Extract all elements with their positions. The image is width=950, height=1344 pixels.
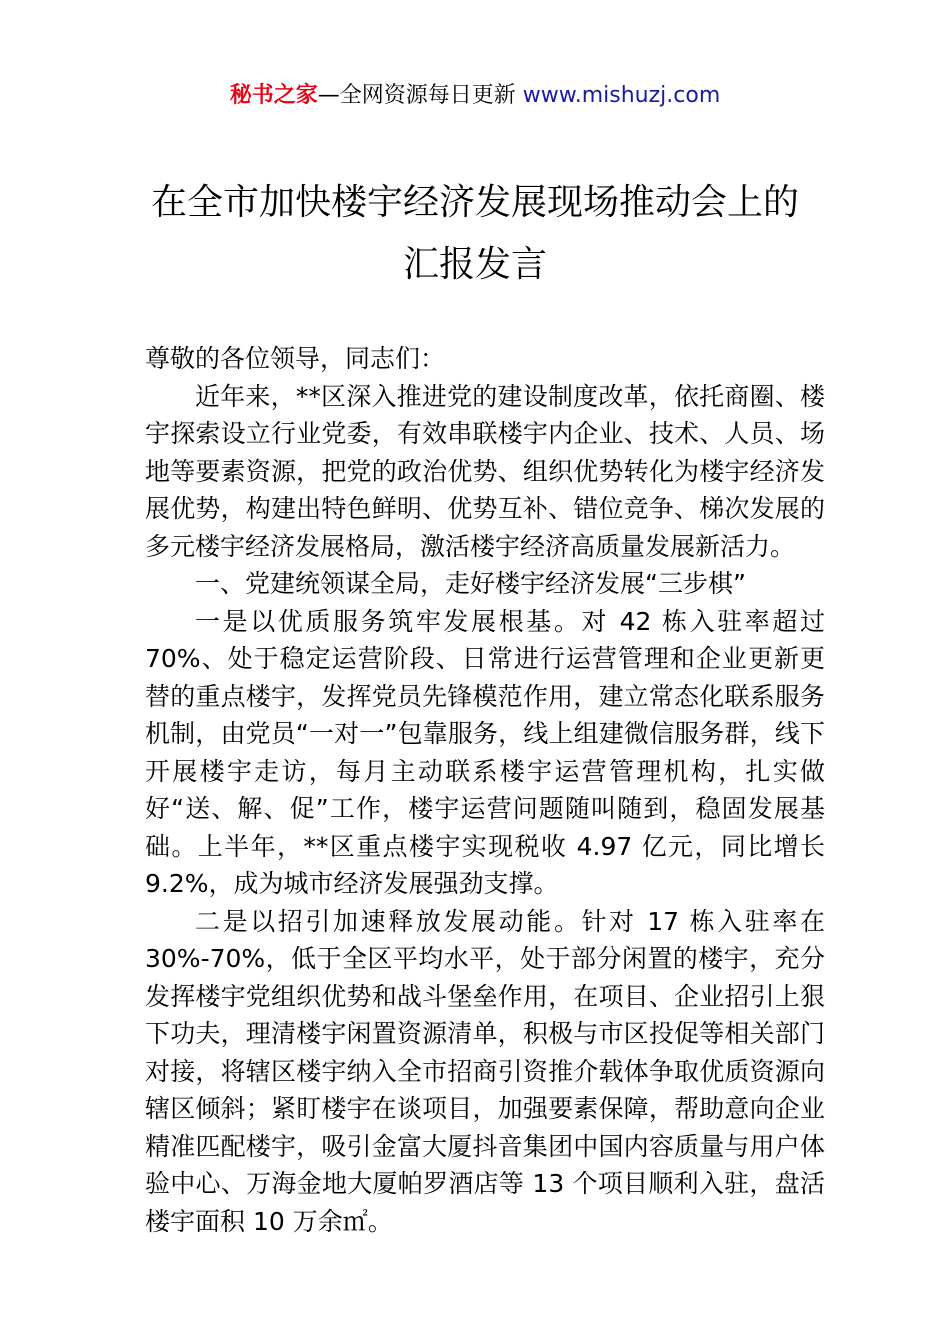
site-tagline: —全网资源每日更新 [317, 83, 523, 108]
salutation: 尊敬的各位领导，同志们： [145, 344, 446, 373]
paragraph-intro: 近年来，**区深入推进党的建设制度改革，依托商圈、楼宇探索设立行业党委，有效串联楼宇内企业、技术、人员、场地等要素资源，把党的政治优势、组织优势转化为楼宇经济发展优势，构建出特色鲜明、优势互补、错位竞争、梯次发展的多元楼宇经济发展格局，激活楼宇经济高质量发展新活力。 [145, 381, 825, 561]
site-url-link[interactable]: www.mishuzj.com [522, 83, 721, 108]
paragraph-service: 一是以优质服务筑牢发展根基。对 42 栋入驻率超过 70%、处于稳定运营阶段、日常进行运营管理和企业更新更替的重点楼宇，发挥党员先锋模范作用，建立常态化联系服务机制，由党员“一对一”包靠服务，线上组建微信服务群，线下开展楼宇走访，每月主动联系楼宇运营管理机构，扎实做好“送、解、促”工作，楼宇运营问题随叫随到，稳固发展基础。上半年，**区重点楼宇实现税收 4.97 亿元，同比增长 9.2%，成为城市经济发展强劲支撑。 [145, 606, 825, 898]
document-title-line-2: 汇报发言 [402, 244, 547, 285]
section-heading-1: 一、党建统领谋全局，走好楼宇经济发展“三步棋” [195, 569, 746, 598]
document-body [145, 340, 825, 1240]
paragraph-investment: 二是以招引加速释放发展动能。针对 17 栋入驻率在 30%-70%，低于全区平均水平，处于部分闲置的楼宇，充分发挥楼宇党组织优势和战斗堡垒作用，在项目、企业招引上狠下功夫，理清楼宇闲置资源清单，积极与市区投促等相关部门对接，将辖区楼宇纳入全市招商引资推介载体争取优质资源向辖区倾斜；紧盯楼宇在谈项目，加强要素保障，帮助意向企业精准匹配楼宇，吸引金富大厦抖音集团中国内容质量与用户体验中心、万海金地大厦帕罗酒店等 13 个项目顺利入驻，盘活楼宇面积 10 万余㎡。 [145, 906, 825, 1236]
document-title [0, 172, 950, 296]
site-header [0, 80, 950, 112]
document-title-line-1: 在全市加快楼宇经济发展现场推动会上的 [150, 182, 799, 223]
site-name: 秘书之家 [229, 83, 318, 108]
